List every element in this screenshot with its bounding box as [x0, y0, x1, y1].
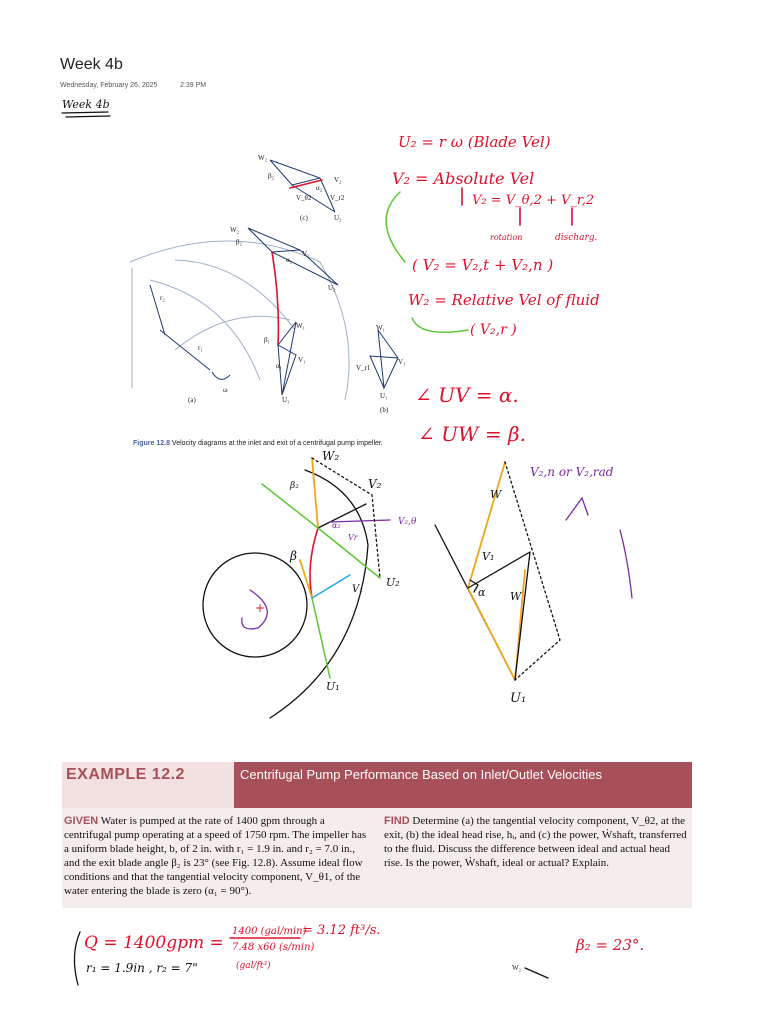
lbl-b2-c: β₂ [268, 172, 275, 180]
note-q-den: 7.48 x60 (s/min) [232, 942, 315, 953]
note-q-result: = 3.12 ft³/s. [302, 923, 381, 938]
note-v2-components: ( V₂ = V₂,t + V₂,n ) [412, 256, 554, 274]
r2-label: r₂ [160, 294, 165, 302]
center-plus: + [255, 601, 266, 615]
panel-c-label: (c) [300, 214, 308, 222]
rt-u1: U₁ [510, 691, 527, 706]
note-radii: r₁ = 1.9in , r₂ = 7" [86, 961, 198, 975]
note-v2r: ( V₂,r ) [470, 322, 517, 338]
find-label: FIND [384, 815, 410, 827]
right-triangle-sketch [435, 462, 632, 706]
rt-purple-marks [566, 498, 632, 598]
sk-v2: V₂ [368, 477, 382, 491]
lbl-vr2-c: V_r2 [330, 194, 345, 202]
page-time: 2:39 PM [180, 82, 207, 89]
find-section [384, 814, 688, 870]
lbl-b1-main: β₁ [264, 336, 271, 344]
note-u2: U₂ = r ω (Blade Vel) [398, 133, 551, 151]
rt-w-low: W [510, 590, 522, 603]
rt-dashed [505, 462, 560, 680]
lbl-u2-c: U₂ [334, 214, 342, 222]
sk-vr: Vr [348, 533, 358, 542]
impeller-inner-arc [175, 316, 290, 350]
radius-lines [150, 285, 210, 370]
lbl-b2-main: β₂ [236, 238, 243, 246]
sk-u2: U₂ [386, 576, 400, 589]
lbl-a2-main: α₂ [286, 256, 293, 264]
given-section [64, 814, 370, 898]
lbl-vr1-b: V_r1 [356, 364, 371, 372]
rt-alpha: α [478, 586, 486, 599]
find-text: Determine (a) the tangential velocity component, V_θ2, at the exit, (b) the ideal head rise, hᵢ, and (c) the power, Ẇshaft, transferred to the fluid. Discuss the difference between ideal and actual head rise. Is the power, Ẇshaft, ideal or actual? Explain. [384, 815, 687, 869]
lbl-u2-main: U₂ [328, 284, 336, 292]
lbl-v2-c: V₂ [334, 176, 342, 184]
lbl-w1-b: W₁ [376, 324, 386, 332]
r1-label: r₁ [198, 344, 203, 352]
small-w2: W₂ [512, 964, 522, 972]
panel-a-label: (a) [188, 396, 196, 404]
inlet-triangle [278, 322, 296, 395]
given-label: GIVEN [64, 815, 99, 827]
note-angle-uv: ∠ UV = α. [415, 383, 519, 407]
note-beta2: β₂ = 23°. [576, 936, 645, 954]
panel-b-triangle [370, 330, 398, 388]
note-angle-uw: ∠ UW = β. [418, 422, 526, 446]
note-discharge: discharg. [555, 233, 598, 243]
ink-blade-red [272, 252, 278, 345]
dashed-construction [312, 458, 380, 578]
lbl-w2-c: W₂ [258, 154, 268, 162]
panel-c-triangle [270, 160, 335, 212]
sk-beta: β [290, 549, 297, 563]
note-q-num: 1400 (gal/min) [232, 926, 307, 937]
exit-triangle [248, 228, 338, 285]
note-w2: W₂ = Relative Vel of fluid [408, 291, 600, 309]
figure-caption-text: Velocity diagrams at the inlet and exit of a centrifugal pump impeller. [171, 440, 383, 447]
note-q-unit: (gal/ft³) [236, 961, 271, 971]
page-date: Wednesday, February 26, 2025 [60, 82, 158, 89]
omega-arrow [212, 372, 230, 379]
figure-caption [133, 439, 463, 448]
ink-underline [62, 112, 110, 117]
note-q: Q = 1400gpm = [84, 933, 224, 953]
lbl-v1-b: V₁ [398, 358, 406, 366]
sk-u1: U₁ [326, 680, 340, 693]
lbl-w2-main: W₂ [230, 226, 240, 234]
v1-vector [312, 575, 350, 598]
notes-right [386, 133, 600, 446]
lbl-v2-main: V₂ [302, 250, 310, 258]
sk-b2: β₂ [290, 481, 299, 491]
lbl-w1-main: W₁ [296, 322, 306, 330]
small-w2-line [525, 968, 548, 978]
given-text: Water is pumped at the rate of 1400 gpm through a centrifugal pump operating at a speed of 1750 rpm. The impeller has a uniform blade height, b, of 2 in. with r₁ = 1.9 in. and r₂ = 7.0 in., and the exit blade angle β₂ is 23° (see Fig. 12.8). Assume ideal flow conditions and that the tangential velocity component, V_θ1, of the water entering the blade is zero (α₁ = 90°). [64, 815, 367, 897]
figure-number: Figure 12.8 [133, 440, 170, 447]
blade-red [310, 528, 318, 598]
sk-w2: W₂ [322, 449, 340, 463]
lbl-v1-main: V₁ [298, 356, 306, 364]
ink-brace [74, 932, 80, 985]
ink-green-arrow-2 [412, 318, 468, 332]
note-v2-sum: V₂ = V_θ,2 + V_r,2 [472, 193, 595, 208]
rt-w-top: W [490, 488, 502, 501]
lbl-a2-c: α₂ [316, 184, 323, 192]
lbl-u1-b: U₁ [380, 392, 388, 400]
note-v2: V₂ = Absolute Vel [392, 169, 535, 188]
example-heading: Centrifugal Pump Performance Based on Inlet/Outlet Velocities [240, 767, 603, 782]
sk-vtheta: V₂,θ [398, 517, 417, 527]
sk-v1: V₁ [352, 584, 364, 595]
ink-week-label: Week 4b [62, 98, 110, 111]
lbl-vt2-c: V_θ2 [296, 194, 312, 202]
ink-green-arrow-1 [386, 192, 405, 262]
panel-b-label: (b) [380, 406, 389, 414]
example-number: EXAMPLE 12.2 [66, 766, 185, 783]
figure-12-8 [130, 154, 406, 414]
rt-vn-note: V₂,n or V₂,rad [530, 465, 614, 479]
hand-sketch [203, 449, 417, 718]
page-title: Week 4b [60, 56, 123, 73]
rt-v1: V₁ [482, 550, 495, 563]
sk-a2: α₂ [332, 521, 341, 530]
lbl-a1-main: α₁ [276, 362, 283, 370]
w-vectors [300, 458, 318, 598]
note-rotation: rotation [490, 233, 523, 242]
ink-arrows [520, 208, 572, 225]
omega-label: ω [223, 386, 228, 394]
u-vectors [262, 484, 380, 678]
lbl-u1-main: U₁ [282, 396, 290, 404]
